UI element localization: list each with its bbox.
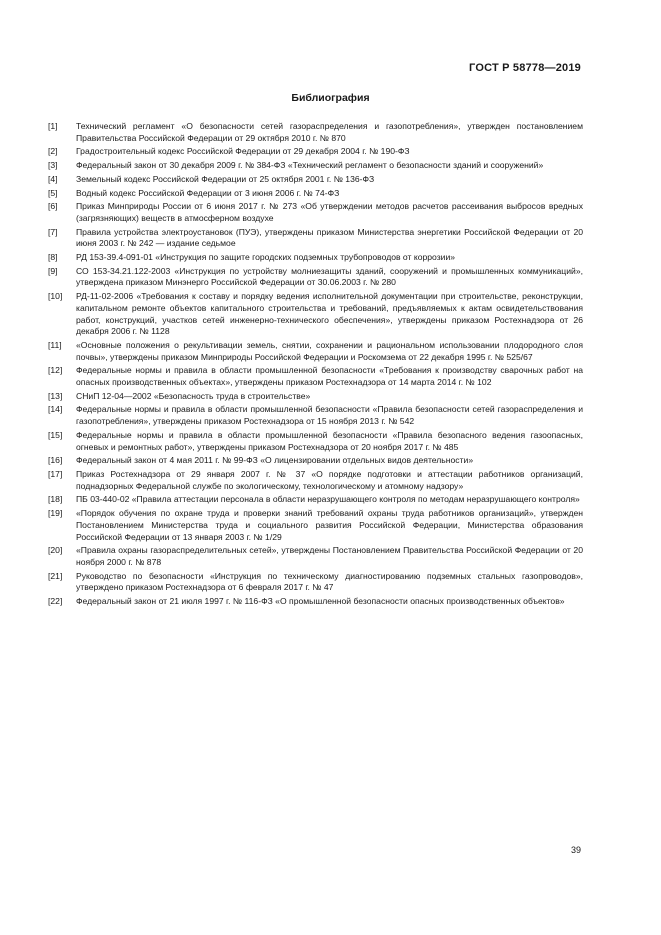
bibliography-entry — [48, 545, 583, 568]
entry-text: Руководство по безопасности «Инструкция по техническому диагностированию подземных стальных газопроводов», утверждено приказом Ростехнадзора от 6 февраля 2017 г. № 47 — [76, 570, 583, 593]
bibliography-entry — [48, 596, 583, 608]
entry-number: [19] — [48, 508, 63, 519]
bibliography-entry — [48, 121, 583, 144]
entry-number: [7] — [48, 226, 58, 237]
entry-number: [20] — [48, 545, 63, 556]
bibliography-entry — [48, 404, 583, 427]
entry-number: [2] — [48, 146, 58, 157]
entry-text: Федеральный закон от 30 декабря 2009 г. № 384-ФЗ «Технический регламент о безопасности зданий и сооружений» — [76, 160, 544, 171]
entry-number: [15] — [48, 429, 63, 440]
bibliography-entry — [48, 494, 583, 506]
entry-text: Правила устройства электроустановок (ПУЭ), утверждены приказом Министерства энергетики Российской Федерации от 20 июня 2003 г. № 242 — издание седьмое — [76, 226, 583, 249]
entry-text: Федеральный закон от 4 мая 2011 г. № 99-ФЗ «О лицензировании отдельных видов деятельности» — [76, 455, 474, 466]
entry-text: СО 153-34.21.122-2003 «Инструкция по устройству молниезащиты зданий, сооружений и промышленных коммуникаций», утверждена приказом Минэнерго Российской Федерации от 30.06.2003 г. № 280 — [76, 265, 583, 288]
bibliography-list — [48, 121, 583, 610]
entry-text: «Порядок обучения по охране труда и проверки знаний требований охраны труда работников организаций», утвержден Постановлением Министерства труда и социального развития Российской Федерации, Министерства образования Российской Федерации от 13 января 2003 г. № 1/29 — [76, 508, 583, 542]
entry-number: [17] — [48, 468, 63, 479]
entry-number: [12] — [48, 365, 63, 376]
bibliography-entry — [48, 455, 583, 467]
entry-text: Федеральные нормы и правила в области промышленной безопасности «Правила безопасного ведения газоопасных, огневых и ремонтных работ», утверждены приказом Ростехнадзора от 20 ноября 2017 г. № 485 — [76, 429, 583, 452]
entry-text: Водный кодекс Российской Федерации от 3 июня 2006 г. № 74-ФЗ — [76, 187, 340, 198]
entry-number: [9] — [48, 265, 58, 276]
bibliography-entry — [48, 188, 583, 200]
entry-number: [8] — [48, 252, 58, 263]
entry-number: [4] — [48, 173, 58, 184]
entry-text: Федеральные нормы и правила в области промышленной безопасности «Правила безопасности сетей газораспределения и газопотребления», утверждены приказом Ростехнадзора от 15 ноября 2013 г. № 542 — [76, 404, 583, 427]
entry-text: Градостроительный кодекс Российской Федерации от 29 декабря 2004 г. № 190-ФЗ — [76, 146, 410, 157]
bibliography-entry — [48, 508, 583, 543]
entry-text: РД-11-02-2006 «Требования к составу и порядку ведения исполнительной документации при строительстве, реконструкции, капитальном ремонте объектов капитального строительства и требований, предъявляемых к актам освидетельствования работ, конструкций, участков сетей инженерно-технического обеспечения», утверждены приказом Ростехнадзора от 26 декабря 2006 г. № 1128 — [76, 291, 583, 337]
bibliography-entry — [48, 160, 583, 172]
bibliography-entry — [48, 430, 583, 453]
entry-text: СНиП 12-04—2002 «Безопасность труда в строительстве» — [76, 390, 311, 401]
entry-number: [10] — [48, 291, 63, 302]
entry-number: [3] — [48, 160, 58, 171]
bibliography-entry — [48, 227, 583, 250]
bibliography-entry — [48, 174, 583, 186]
entry-text: РД 153-39.4-091-01 «Инструкция по защите городских подземных трубопроводов от коррозии» — [76, 252, 456, 263]
bibliography-entry — [48, 266, 583, 289]
bibliography-entry — [48, 146, 583, 158]
entry-number: [16] — [48, 455, 63, 466]
entry-text: Приказ Минприроды России от 6 июня 2017 г. № 273 «Об утверждении методов расчетов рассеивания выбросов вредных (загрязняющих) веществ в атмосферном воздухе — [76, 201, 583, 223]
doc-code: ГОСТ Р 58778—2019 — [469, 62, 581, 74]
entry-text: «Правила охраны газораспределительных сетей», утверждены Постановлением Правительства Российской Федерации от 20 ноября 2000 г. № 878 — [76, 545, 583, 567]
entry-number: [13] — [48, 390, 63, 401]
bibliography-entry — [48, 365, 583, 388]
bibliography-entry — [48, 391, 583, 403]
bibliography-entry — [48, 469, 583, 492]
entry-number: [6] — [48, 201, 58, 212]
entry-number: [1] — [48, 121, 58, 131]
entry-text: Федеральный закон от 21 июля 1997 г. № 116-ФЗ «О промышленной безопасности опасных производственных объектов» — [76, 596, 565, 607]
entry-text: Технический регламент «О безопасности сетей газораспределения и газопотребления», утвержден постановлением Правительства Российской Федерации от 29 октября 2010 г. № 870 — [76, 121, 583, 143]
entry-text: Приказ Ростехнадзора от 29 января 2007 г. № 37 «О порядке подготовки и аттестации работников организаций, поднадзорных Федеральной службе по экологическому, технологическому и атомному надзору» — [76, 468, 583, 491]
bibliography-entry — [48, 201, 583, 224]
entry-text: Федеральные нормы и правила в области промышленной безопасности «Требования к производству сварочных работ на опасных производственных объектах», утверждены приказом Ростехнадзора от 14 марта 2014 г. № 102 — [76, 365, 583, 388]
entry-text: «Основные положения о рекультивации земель, снятии, сохранении и рациональном использовании плодородного слоя почвы», утверждены приказом Минприроды Российской Федерации и Роскомзема от 22 декабря 1995 г. № 525/67 — [76, 339, 583, 362]
entry-number: [18] — [48, 494, 63, 505]
entry-number: [11] — [48, 339, 62, 350]
entry-number: [14] — [48, 404, 63, 415]
bibliography-entry — [48, 340, 583, 363]
bibliography-entry — [48, 571, 583, 594]
entry-number: [22] — [48, 596, 63, 607]
entry-text: Земельный кодекс Российской Федерации от 25 октября 2001 г. № 136-ФЗ — [76, 173, 375, 184]
page-title: Библиография — [291, 92, 370, 104]
entry-text: ПБ 03-440-02 «Правила аттестации персонала в области неразрушающего контроля по методам неразрушающего контроля» — [76, 494, 580, 505]
page-number: 39 — [570, 845, 581, 855]
entry-number: [5] — [48, 187, 58, 198]
bibliography-entry — [48, 252, 583, 264]
entry-number: [21] — [48, 570, 63, 581]
bibliography-entry — [48, 291, 583, 338]
